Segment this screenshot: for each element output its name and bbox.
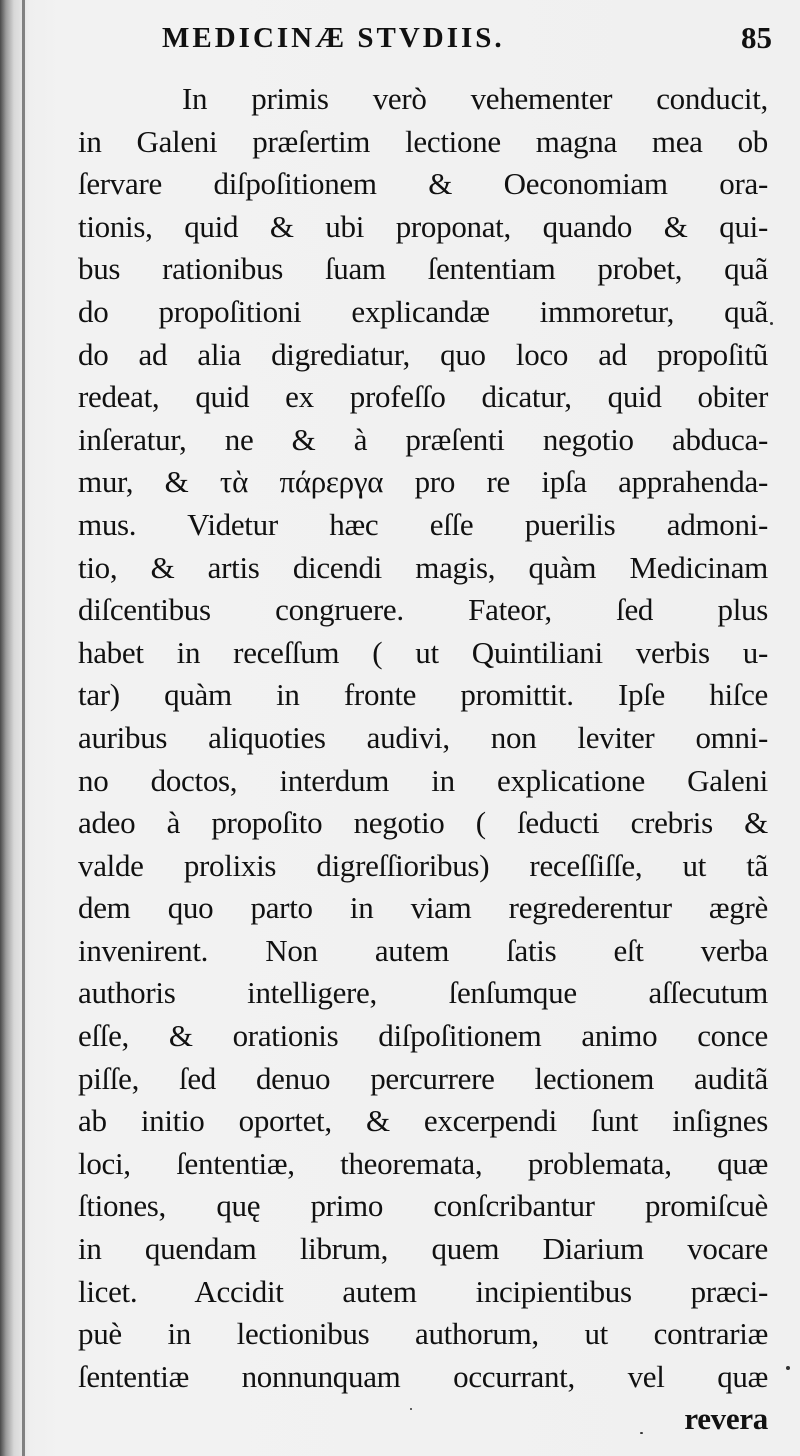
text-line: adeo à propoſito negotio ( ſeducti crebris & <box>78 805 768 841</box>
text-line: eſſe, & orationis diſpoſitionem animo conce <box>78 1018 768 1054</box>
text-line: mur, & τὰ πάρεργα pro re ipſa apprahenda- <box>78 464 768 500</box>
page-number: 85 <box>741 20 772 55</box>
paper-speck <box>786 1366 790 1370</box>
text-line: bus rationibus ſuam ſententiam probet, quã <box>78 251 768 287</box>
text-line: ſtiones, quę primo conſcribantur promiſcuè <box>78 1188 768 1224</box>
page-gutter <box>22 0 25 1456</box>
text-line: habet in receſſum ( ut Quintiliani verbis u- <box>78 634 768 670</box>
text-line: tionis, quid & ubi proponat, quando & qui- <box>78 208 768 244</box>
text-line: do propoſitioni explicandæ immoretur, quã <box>78 293 768 329</box>
text-line: ſententiæ nonnunquam occurrant, vel quæ <box>78 1358 768 1394</box>
text-line: dem quo parto in viam regrederentur ægrè <box>78 890 768 926</box>
text-line: mus. Videtur hæc eſſe puerilis admoni- <box>78 506 768 542</box>
paper-speck <box>640 1432 643 1434</box>
text-line: tar) quàm in fronte promittit. Ipſe hiſce <box>78 677 768 713</box>
body-text <box>78 78 768 1441</box>
text-line: invenirent. Non autem ſatis eſt verba <box>78 932 768 968</box>
text-line: do ad alia digrediatur, quo loco ad propoſitũ <box>78 336 768 372</box>
text-line: valde prolixis digreſſioribus) receſſiſſe, ut tã <box>78 847 768 883</box>
text-line: in quendam librum, quem Diarium vocare <box>78 1231 768 1267</box>
running-title: MEDICINÆ STVDIIS. <box>162 22 505 54</box>
text-line: tio, & artis dicendi magis, quàm Medicinam <box>78 549 768 585</box>
text-line: no doctos, interdum in explicatione Galeni <box>78 762 768 798</box>
text-line: in Galeni præſertim lectione magna mea ob <box>78 123 768 159</box>
text-line: diſcentibus congruere. Fateor, ſed plus <box>78 592 768 628</box>
paper-speck <box>770 322 773 325</box>
text-line: puè in lectionibus authorum, ut contrariæ <box>78 1316 768 1352</box>
text-line: piſſe, ſed denuo percurrere lectionem auditã <box>78 1060 768 1096</box>
text-line: ſervare diſpoſitionem & Oeconomiam ora- <box>78 166 768 202</box>
page-header <box>150 18 790 62</box>
catchword: revera <box>684 1401 768 1437</box>
text-line: loci, ſententiæ, theoremata, problemata, quæ <box>78 1145 768 1181</box>
paper-speck <box>410 1408 412 1410</box>
text-line: redeat, quid ex profeſſo dicatur, quid obiter <box>78 379 768 415</box>
text-line: inſeratur, ne & à præſenti negotio abduca- <box>78 421 768 457</box>
text-line: auribus aliquoties audivi, non leviter omni- <box>78 719 768 755</box>
text-line: ab initio oportet, & excerpendi ſunt inſignes <box>78 1103 768 1139</box>
text-line: authoris intelligere, ſenſumque aſſecutum <box>78 975 768 1011</box>
text-line: licet. Accidit autem incipientibus præci- <box>78 1273 768 1309</box>
text-line: In primis verò vehementer conducit, <box>182 81 768 116</box>
